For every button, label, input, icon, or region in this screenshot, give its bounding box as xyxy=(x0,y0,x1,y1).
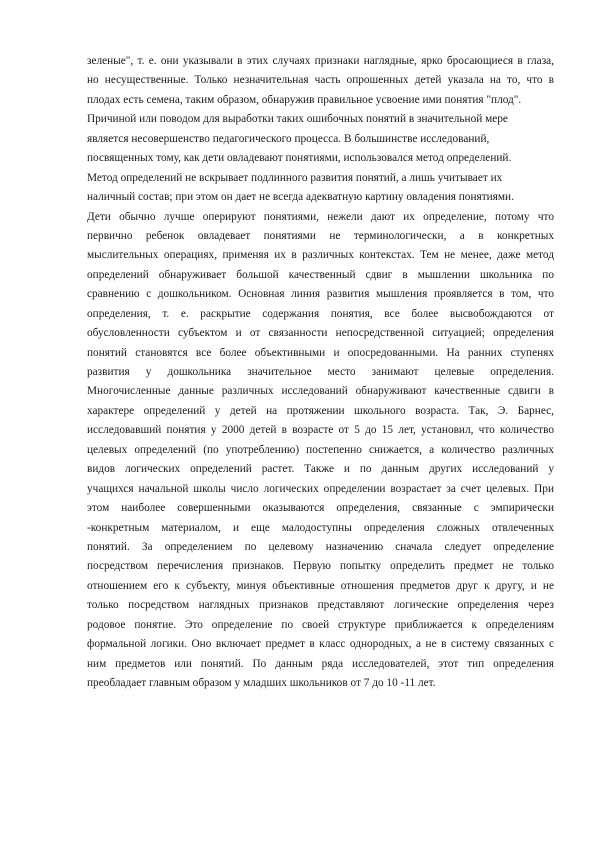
text-line: -конкретным материалом, и еще малодоступны определения сложных отвлеченных xyxy=(87,521,554,534)
text-line: видов логических определений растет. Также и по данным других исследований у xyxy=(87,463,554,476)
text-line: развития у дошкольника значительное место занимают целевые определения. xyxy=(87,366,554,378)
text-line: Дети обычно лучше оперируют понятиями, нежели дают их определение, потому что xyxy=(87,210,554,223)
text-line: формальной логики. Оно включает предмет в класс однородных, а не в систему связанных с xyxy=(87,638,554,651)
text-line: зеленые", т. е. они указывали в этих случаях признаки наглядные, ярко бросающиеся в глаза, xyxy=(87,55,554,67)
text-line: является несовершенство педагогического процесса. В большинстве исследований, xyxy=(87,132,490,145)
text-line: первично ребенок овладевает понятиями не терминологически, а в конкретных xyxy=(87,229,554,242)
text-line: сравнению с дошкольником. Основная линия развития мышления проявляется в том, что xyxy=(87,288,554,301)
text-line: характере определений у детей на протяжении школьного возраста. Так, Э. Барнес, xyxy=(87,404,554,417)
text-line: учащихся начальной школы число логических определении возрастает за счет целевых. При xyxy=(87,482,554,495)
text-line: обусловленности субъектом и от связанности непосредственной ситуацией; определения xyxy=(87,327,554,340)
text-line: Причиной или поводом для выработки таких ошибочных понятий в значительной мере xyxy=(87,113,508,126)
text-line: ним предметов или понятий. По данным ряда исследователей, этот тип определения xyxy=(87,657,554,670)
text-line: определения, т. е. раскрытие содержания понятия, все более высвобождаются от xyxy=(87,307,554,320)
text-line: родовое понятие. Это определение по своей структуре приближается к определениям xyxy=(87,618,554,631)
body-text xyxy=(87,52,554,693)
text-line: отношением его к субъекту, минуя объективные отношения предметов друг к другу, и не xyxy=(87,579,554,592)
text-line: плодах есть семена, таким образом, обнаружив правильное усвоение ими понятия "плод". xyxy=(87,93,522,106)
text-line: этом наиболее совершенными оказываются определения, связанные с эмпирически xyxy=(87,502,554,515)
text-line: посвященных тому, как дети овладевают понятиями, использовался метод определений. xyxy=(87,152,512,165)
text-line: целевых определений (по употреблению) постепенно снижается, а количество различных xyxy=(87,443,554,456)
text-line: исследовавший понятия у 2000 детей в возрасте от 5 до 15 лет, установил, что количество xyxy=(87,424,554,437)
text-line: определений обнаруживает большой качественный сдвиг в мышлении школьника по xyxy=(87,268,554,281)
text-line: Метод определений не вскрывает подлинного развития понятий, а лишь учитывает их xyxy=(87,171,503,184)
text-line: преобладает главным образом у младших школьников от 7 до 10 -11 лет. xyxy=(87,677,436,689)
text-line: наличный состав; при этом он дает не всегда адекватную картину овладения понятиями. xyxy=(87,191,514,204)
text-line: понятий становятся все более объективными и опосредованными. На ранних ступенях xyxy=(87,346,554,359)
text-line: только посредством наглядных признаков представляют логические определения через xyxy=(87,599,554,612)
text-line: Многочисленные данные различных исследований обнаруживают качественные сдвиги в xyxy=(87,385,554,398)
text-line: понятий. За определением по целевому назначению сначала следует определение xyxy=(87,540,554,553)
text-line: посредством перечисления признаков. Первую попытку определить предмет не только xyxy=(87,560,554,573)
text-line: но несущественные. Только незначительная часть опрошенных детей указала на то, что в xyxy=(87,74,554,87)
text-line: мыслительных операциях, применяя их в различных контекстах. Тем не менее, даже метод xyxy=(87,249,554,262)
